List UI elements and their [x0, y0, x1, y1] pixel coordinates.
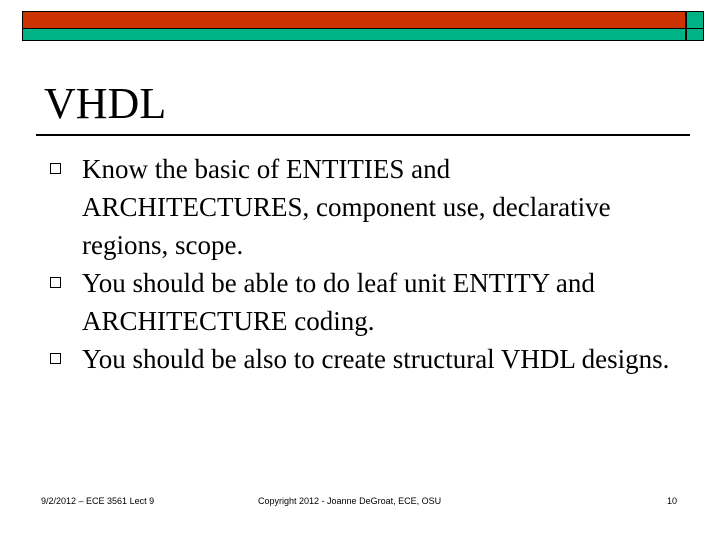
hollow-square-bullet-icon: [50, 353, 61, 364]
bullet-text: You should be also to create structural VHDL designs.: [82, 344, 670, 374]
footer-date-course: 9/2/2012 – ECE 3561 Lect 9: [41, 496, 155, 506]
header-green-bar: [22, 29, 686, 41]
title-divider: [36, 134, 690, 136]
bullet-item: [0, 150, 682, 264]
bullet-item: [0, 264, 682, 340]
header-red-bar: [22, 11, 686, 29]
bullet-list: [0, 150, 720, 378]
bullet-text: You should be able to do leaf unit ENTITY and ARCHITECTURE coding.: [82, 268, 595, 336]
hollow-square-bullet-icon: [50, 277, 61, 288]
hollow-square-bullet-icon: [50, 163, 61, 174]
bullet-item: [0, 340, 682, 378]
bullet-text: Know the basic of ENTITIES and ARCHITECTURES, component use, declarative regions, scope.: [82, 154, 611, 260]
footer-page-number: 10: [666, 496, 677, 506]
footer-copyright: Copyright 2012 - Joanne DeGroat, ECE, OSU: [258, 496, 442, 506]
slide-title: VHDL: [44, 79, 167, 128]
header-square-bottom: [686, 29, 704, 41]
header-square-top: [686, 11, 704, 29]
